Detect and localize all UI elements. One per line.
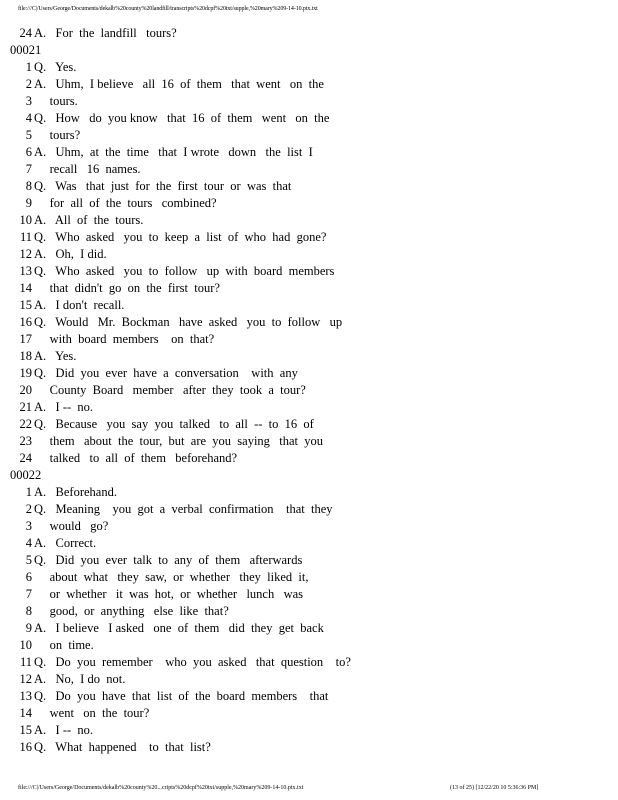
transcript-line (10, 518, 610, 535)
transcript-line (10, 569, 610, 586)
transcript-line (10, 195, 610, 212)
line-number: 6 (25, 570, 32, 584)
transcript-line (10, 144, 610, 161)
line-number: 13 (19, 264, 32, 278)
line-text: A. I don't recall. (34, 298, 125, 312)
line-text: A. Beforehand. (34, 485, 117, 499)
transcript-line (10, 637, 610, 654)
line-number: 13 (19, 689, 32, 703)
transcript-line (10, 178, 610, 195)
line-number: 16 (19, 740, 32, 754)
transcript-line (10, 722, 610, 739)
page-number: 00021 (10, 43, 42, 57)
line-number: 10 (19, 213, 32, 227)
transcript-line (10, 399, 610, 416)
line-text: A. No, I do not. (34, 672, 126, 686)
line-number: 7 (25, 587, 32, 601)
line-number: 15 (19, 298, 32, 312)
line-number: 19 (19, 366, 32, 380)
line-text: Q. What happened to that list? (34, 740, 211, 754)
transcript-line (10, 382, 610, 399)
line-text: County Board member after they took a tour? (34, 383, 306, 397)
transcript-line (10, 654, 610, 671)
line-number: 2 (25, 77, 32, 91)
transcript-line (10, 450, 610, 467)
transcript-line (10, 161, 610, 178)
line-text: recall 16 names. (34, 162, 141, 176)
file-path-header: file:///C|/Users/George/Documents/dekalb%20county%20landfill/transcripts%20dcpf%20txt/supple,%20mary%209-14-10.ptx.txt (18, 6, 318, 12)
line-text: Q. Yes. (34, 60, 77, 74)
line-text: Q. Would Mr. Bockman have asked you to follow up (34, 315, 343, 329)
transcript-line (10, 314, 610, 331)
transcript-line (10, 280, 610, 297)
transcript-line (10, 671, 610, 688)
line-number: 4 (25, 536, 32, 550)
line-number: 1 (25, 485, 32, 499)
line-text: Q. Because you say you talked to all -- to 16 of (34, 417, 314, 431)
page-info-footer: (13 of 25) [12/22/20 10 5:36:36 PM] (450, 785, 539, 791)
transcript-line (10, 59, 610, 76)
transcript-line (10, 552, 610, 569)
line-number: 11 (19, 655, 32, 669)
transcript-line (10, 93, 610, 110)
transcript-line (10, 76, 610, 93)
transcript-line (10, 705, 610, 722)
line-text: or whether it was hot, or whether lunch was (34, 587, 304, 601)
line-number: 9 (25, 196, 32, 210)
transcript-line (10, 263, 610, 280)
transcript-line (10, 603, 610, 620)
line-number: 24 (19, 451, 32, 465)
line-number: 3 (25, 519, 32, 533)
line-text: Q. Do you remember who you asked that question to? (34, 655, 351, 669)
line-text: A. All of the tours. (34, 213, 144, 227)
line-number: 23 (19, 434, 32, 448)
line-text: tours. (34, 94, 78, 108)
line-number: 9 (25, 621, 32, 635)
line-number: 22 (19, 417, 32, 431)
line-text: A. Oh, I did. (34, 247, 107, 261)
line-text: Q. Did you ever talk to any of them afterwards (34, 553, 303, 567)
line-text: that didn't go on the first tour? (34, 281, 220, 295)
line-number: 24 (19, 26, 32, 40)
line-text: tours? (34, 128, 81, 142)
line-number: 20 (19, 383, 32, 397)
line-text: A. I -- no. (34, 723, 94, 737)
line-text: Q. Do you have that list of the board members that (34, 689, 329, 703)
transcript-line (10, 229, 610, 246)
line-number: 2 (25, 502, 32, 516)
line-number: 8 (25, 179, 32, 193)
transcript-line (10, 25, 610, 42)
transcript-line (10, 246, 610, 263)
line-text: talked to all of them beforehand? (34, 451, 238, 465)
line-number: 7 (25, 162, 32, 176)
line-text: A. Correct. (34, 536, 97, 550)
line-number: 18 (19, 349, 32, 363)
transcript-body (10, 25, 610, 756)
line-text: A. Yes. (34, 349, 77, 363)
line-text: Q. Meaning you got a verbal confirmation that they (34, 502, 333, 516)
transcript-line (10, 688, 610, 705)
line-text: A. Uhm, I believe all 16 of them that went on the (34, 77, 324, 91)
line-number: 14 (19, 706, 32, 720)
transcript-line (10, 110, 610, 127)
transcript-line (10, 484, 610, 501)
line-number: 10 (19, 638, 32, 652)
transcript-line (10, 586, 610, 603)
line-number: 21 (19, 400, 32, 414)
line-text: on time. (34, 638, 94, 652)
line-number: 12 (19, 247, 32, 261)
line-text: would go? (34, 519, 109, 533)
line-number: 11 (19, 230, 32, 244)
line-text: about what they saw, or whether they liked it, (34, 570, 309, 584)
page-number: 00022 (10, 468, 42, 482)
line-text: good, or anything else like that? (34, 604, 229, 618)
line-number: 1 (25, 60, 32, 74)
transcript-line (10, 739, 610, 756)
line-text: Q. Was that just for the first tour or was that (34, 179, 292, 193)
line-number: 5 (25, 128, 32, 142)
transcript-line (10, 348, 610, 365)
transcript-line (10, 433, 610, 450)
line-text: A. Uhm, at the time that I wrote down the list I (34, 145, 313, 159)
line-number: 16 (19, 315, 32, 329)
transcript-line (10, 297, 610, 314)
line-number: 4 (25, 111, 32, 125)
transcript-line (10, 535, 610, 552)
line-number: 3 (25, 94, 32, 108)
transcript-line (10, 416, 610, 433)
line-number: 12 (19, 672, 32, 686)
line-text: for all of the tours combined? (34, 196, 217, 210)
line-text: A. I believe I asked one of them did they get back (34, 621, 324, 635)
line-number: 17 (19, 332, 32, 346)
transcript-line (10, 212, 610, 229)
line-number: 14 (19, 281, 32, 295)
line-text: Q. Who asked you to keep a list of who had gone? (34, 230, 327, 244)
line-text: Q. Did you ever have a conversation with any (34, 366, 298, 380)
line-text: them about the tour, but are you saying that you (34, 434, 324, 448)
transcript-line (10, 365, 610, 382)
transcript-line (10, 620, 610, 637)
transcript-line (10, 501, 610, 518)
line-number: 5 (25, 553, 32, 567)
file-path-footer: file:///C|/Users/George/Documents/dekalb%20county%20...cripts%20dcpf%20txt/supple,%20mary%209-14-10.ptx.txt (18, 785, 304, 791)
line-number: 15 (19, 723, 32, 737)
line-text: went on the tour? (34, 706, 150, 720)
transcript-line (10, 331, 610, 348)
line-text: A. For the landfill tours? (34, 26, 177, 40)
line-text: A. I -- no. (34, 400, 94, 414)
line-text: with board members on that? (34, 332, 215, 346)
transcript-line (10, 127, 610, 144)
line-text: Q. Who asked you to follow up with board members (34, 264, 335, 278)
line-number: 6 (25, 145, 32, 159)
line-number: 8 (25, 604, 32, 618)
line-text: Q. How do you know that 16 of them went on the (34, 111, 330, 125)
